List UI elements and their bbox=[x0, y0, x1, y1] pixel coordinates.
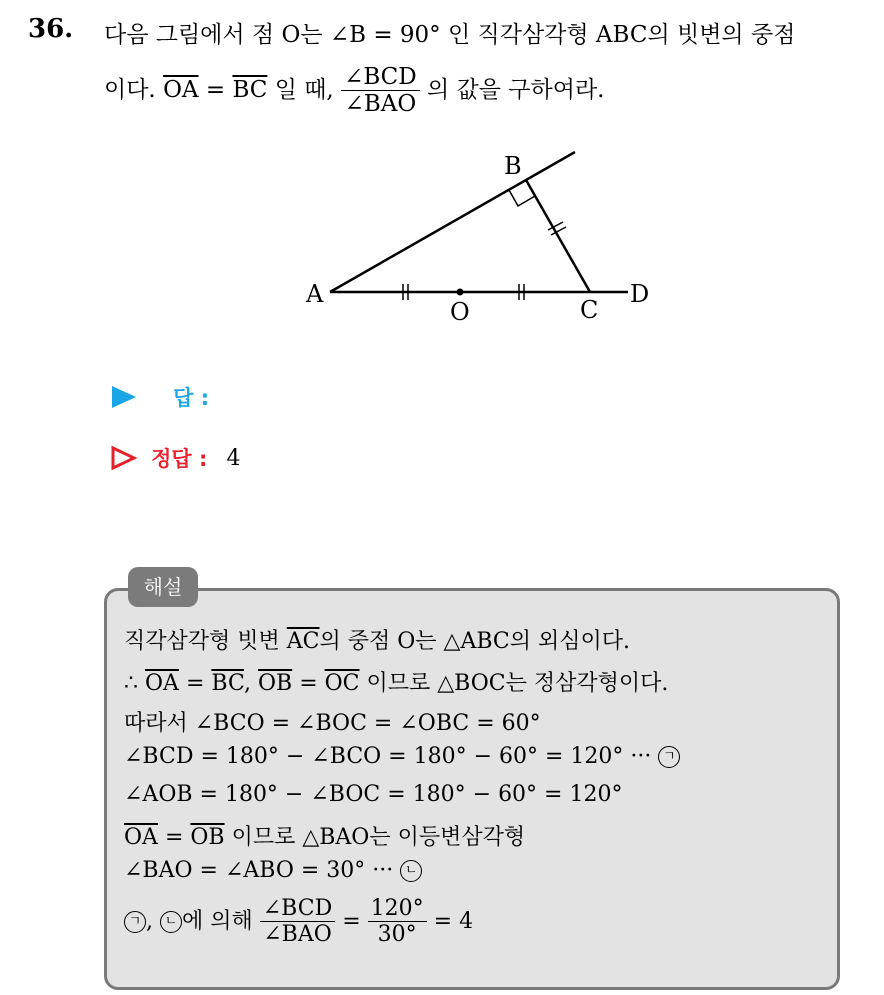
solution-fraction-1 bbox=[260, 896, 335, 948]
solution-result: = 4 bbox=[433, 908, 474, 934]
comma-2: , bbox=[146, 908, 153, 934]
question-number: 36. bbox=[28, 14, 74, 44]
comma: , bbox=[244, 671, 251, 696]
line-ab-extended bbox=[330, 152, 575, 292]
segment-ob-2: $\overline{OB}$ bbox=[190, 825, 225, 850]
solution-line-5: ∠AOB = 180° − ∠BOC = 180° − 60° = 120° bbox=[124, 782, 623, 807]
correct-answer-value: 4 bbox=[226, 445, 241, 471]
solution-l2-post: 이므로 △BOC는 정삼각형이다. bbox=[366, 671, 669, 696]
solution-tag: 해설 bbox=[128, 567, 198, 607]
solution-frac1-den: ∠BAO bbox=[263, 922, 332, 948]
solution-line-8 bbox=[124, 896, 473, 948]
label-o: O bbox=[450, 298, 470, 326]
solution-line-2 bbox=[124, 666, 668, 697]
solution-l1-pre: 직각삼각형 빗변 bbox=[124, 629, 280, 654]
label-b: B bbox=[504, 152, 522, 180]
solution-frac2-den: 30° bbox=[377, 922, 417, 948]
correct-answer-row bbox=[110, 443, 240, 473]
fraction-numerator: ∠BCD bbox=[341, 64, 420, 91]
question-fraction bbox=[341, 64, 420, 118]
equals-1: = bbox=[185, 671, 205, 696]
segment-oa-2: $\overline{OA}$ bbox=[145, 671, 179, 696]
answer-label: 답 : bbox=[173, 386, 210, 410]
answer-row bbox=[110, 382, 209, 412]
solution-line-3: 따라서 ∠BCO = ∠BOC = ∠OBC = 60° bbox=[124, 711, 541, 736]
question-when: 일 때, bbox=[274, 76, 334, 103]
segment-ob: $\overline{OB}$ bbox=[258, 671, 293, 696]
solution-l6-post: 이므로 △BAO는 이등변삼각형 bbox=[231, 825, 526, 850]
solution-l1-post: 의 중점 O는 △ABC의 외심이다. bbox=[319, 629, 630, 654]
label-a: A bbox=[306, 280, 324, 308]
line-bc bbox=[526, 180, 590, 292]
equals-4: = bbox=[342, 908, 361, 934]
solution-line-4 bbox=[124, 744, 680, 769]
segment-oa-3: $\overline{OA}$ bbox=[124, 825, 158, 850]
equals-3: = bbox=[164, 825, 184, 850]
segment-oa: $\overline{OA}$ bbox=[163, 76, 199, 103]
question-line-1: 다음 그림에서 점 O는 ∠B = 90° 인 직각삼각형 ABC의 빗변의 중점 bbox=[104, 22, 796, 48]
solution-frac2-num: 120° bbox=[368, 896, 427, 922]
circled-mark-2-ref: ㄴ bbox=[160, 911, 182, 933]
solution-fraction-2 bbox=[368, 896, 427, 948]
segment-bc-2: $\overline{BC}$ bbox=[211, 671, 244, 696]
right-angle-mark bbox=[509, 190, 535, 206]
solution-line-7 bbox=[124, 858, 422, 883]
circled-mark-2: ㄴ bbox=[400, 860, 422, 882]
segment-oc: $\overline{OC}$ bbox=[324, 671, 360, 696]
solution-l7-text: ∠BAO = ∠ABO = 30° ··· bbox=[124, 858, 394, 883]
segment-bc: $\overline{BC}$ bbox=[232, 76, 268, 103]
solution-l8-mid: 에 의해 bbox=[182, 908, 253, 934]
question-suffix: 의 값을 구하여라. bbox=[427, 76, 605, 103]
circled-mark-1-ref: ㄱ bbox=[124, 911, 146, 933]
solution-l4-text: ∠BCD = 180° − ∠BCO = 180° − 60° = 120° ··· bbox=[124, 744, 652, 769]
play-arrow-outline-red-icon bbox=[110, 445, 138, 471]
label-c: C bbox=[580, 296, 599, 324]
equals-2: = bbox=[299, 671, 318, 696]
question-line-2 bbox=[104, 64, 604, 118]
question-line-2-prefix: 이다. bbox=[104, 76, 156, 103]
fraction-denominator: ∠BAO bbox=[344, 91, 417, 118]
solution-line-1 bbox=[124, 624, 630, 655]
therefore-sign: ∴ bbox=[124, 671, 138, 696]
triangle-figure bbox=[290, 140, 690, 340]
solution-frac1-num: ∠BCD bbox=[260, 896, 335, 922]
correct-answer-label: 정답 : bbox=[151, 447, 208, 471]
segment-ac: $\overline{AC}$ bbox=[286, 629, 320, 654]
label-d: D bbox=[630, 280, 650, 308]
play-arrow-blue-icon bbox=[110, 384, 138, 410]
solution-line-6 bbox=[124, 820, 525, 851]
circled-mark-1: ㄱ bbox=[658, 746, 680, 768]
point-o bbox=[457, 289, 464, 296]
equals-sign: = bbox=[205, 76, 226, 103]
